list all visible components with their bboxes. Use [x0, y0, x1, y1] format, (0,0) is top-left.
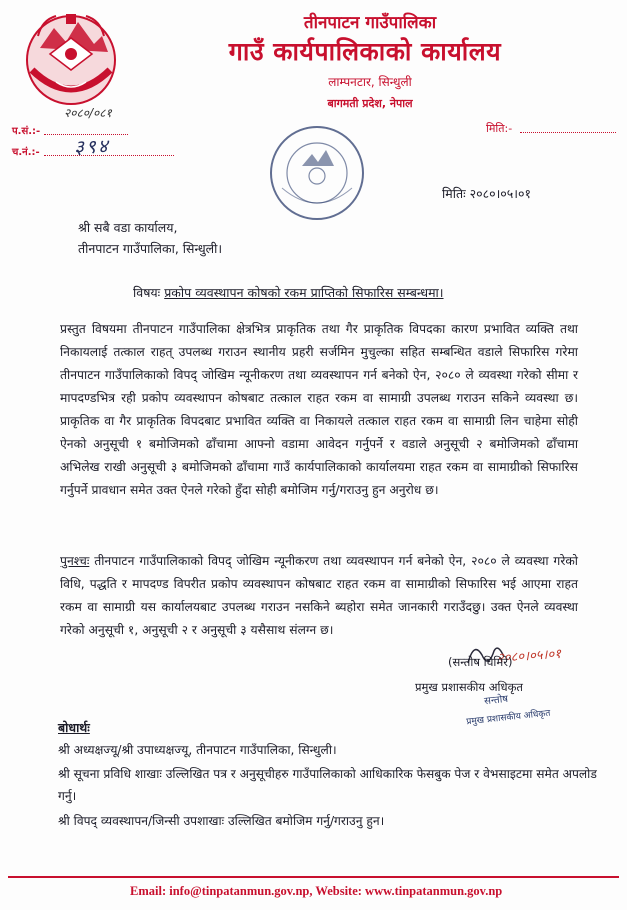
recipient-line-2: तीनपाटन गाउँपालिका, सिन्धुली।	[78, 241, 223, 256]
footer-contact: Email: info@tinpatanmun.gov.np, Website: www.tinpatanmun.gov.np	[130, 884, 503, 898]
nepal-government-emblem-icon	[22, 8, 120, 108]
office-address: लाम्पनटार, सिन्धुली	[328, 75, 412, 89]
signer-title: प्रमुख प्रशासकीय अधिकृत	[415, 680, 523, 694]
handwritten-sign-date: २०८०।०५।०१	[496, 646, 562, 667]
cc-item: श्री अध्यक्षज्यू/श्री उपाध्यक्षज्यू, तीनपाटन गाउँपालिका, सिन्धुली।	[58, 743, 337, 757]
signer-name: (सन्तोष घिमिरे)	[448, 655, 513, 669]
letter-date: मितिः २०८०।०५।०१	[442, 186, 532, 201]
province-name: बागमती प्रदेश, नेपाल	[327, 97, 413, 110]
office-name: गाउँ कार्यपालिकाको कार्यालय	[228, 37, 502, 66]
postscript-label: पुनश्चः	[60, 554, 90, 568]
postscript-text: तीनपाटन गाउँपालिकाको विपद् जोखिम न्यूनीकरण तथा व्यवस्थापन गर्न बनेको ऐन, २०८० ले व्यवस्था गरेको विधि, पद्धति र मापदण्ड विपरीत प्रकोप व्यवस्थापन कोषबाट राहत रकम वा सामाग्रीको सिफारिस भई आएमा राहत रकम वा सामाग्री यस कार्यालयबाट उपलब्ध गराउन नसकिने ब्यहोरा समेत जानकारी गराउँदछु। उक्त ऐनले व्यवस्था गरेको अनुसूची १, अनुसूची २ र अनुसूची ३ यसैसाथ संलग्न छ।	[60, 554, 578, 637]
letterhead-date-label: मिति:-	[486, 122, 513, 135]
subject-line	[133, 284, 513, 301]
recipient-line-1: श्री सबै वडा कार्यालय,	[78, 220, 178, 235]
cc-item: श्री विपद् व्यवस्थापन/जिन्सी उपशाखाः उल्लिखित बमोजिम गर्नु/गराउनु हुन।	[58, 814, 385, 828]
fiscal-year: २०८०/०८१	[64, 106, 112, 120]
municipality-name: तीनपाटन गाउँपालिका	[303, 13, 437, 33]
signer-stamp-name: सन्तोष	[483, 693, 509, 708]
cc-heading: बोधार्थः	[58, 720, 90, 735]
office-seal-icon	[262, 118, 372, 228]
dispatch-number: ३९४	[73, 135, 111, 159]
footer-divider	[8, 876, 619, 878]
letterhead-date-line	[520, 132, 616, 133]
chalani-number-label: च.नं.:-	[12, 147, 40, 158]
body-paragraph-1: प्रस्तुत विषयमा तीनपाटन गाउँपालिका क्षेत्रभित्र प्राकृतिक तथा गैर प्राकृतिक विपदका कारण प्रभावित व्यक्ति तथा निकायलाई तत्काल राहत् उपलब्ध गराउन स्थानीय प्रहरी सर्जमिन मुचुल्का सहित सम्बन्धित वडाले सिफारिस गरेमा तीनपाटन गाउँपालिकाको विपद् जोखिम न्यूनीकरण तथा व्यवस्थापन गर्न बनेको ऐन, २०८० ले व्यवस्था गरेको सीमा र मापदण्डभित्र रही प्रकोप व्यवस्थापन कोषबाट तत्काल राहत रकम वा सामाग्री उपलब्ध गराउन सकिने व्यवस्था छ। प्राकृतिक वा गैर प्राकृतिक विपदबाट प्रभावित व्यक्ति वा निकायले तत्काल राहत रकम वा सामाग्री लिन चाहेमा सोही ऐनको अनुसूची १ बमोजिमको ढाँचामा आफ्नो वडामा आवेदन गर्नुपर्ने र वडाले अनुसूची २ बमोजिमको ढाँचामा अभिलेख राखी अनुसूची ३ बमोजिमको ढाँचामा गाउँ कार्यपालिकाको कार्यालयमा राहत रकम वा सामाग्रीको सिफारिस गर्नुपर्ने प्रावधान समेत उक्त ऐनले गरेको हुँदा सोही बमोजिम गर्नु/गराउनु हुन अनुरोध छ।	[60, 322, 579, 497]
cc-item: श्री सूचना प्रविधि शाखाः उल्लिखित पत्र र अनुसूचीहरु गाउँपालिकाको आधिकारिक फेसबुक पेज र वेभसाइटमा समेत अपलोड गर्नु।	[58, 767, 597, 803]
signer-stamp-title: प्रमुख प्रशासकीय अधिकृत	[465, 708, 551, 728]
subject-text: प्रकोप व्यवस्थापन कोषको रकम प्राप्तिको सिफारिस सम्बन्धमा।	[164, 285, 444, 300]
subject-label: विषयः	[133, 285, 161, 300]
body-paragraph-postscript	[60, 550, 578, 642]
patra-sankhya-label: प.सं.:-	[12, 126, 41, 137]
